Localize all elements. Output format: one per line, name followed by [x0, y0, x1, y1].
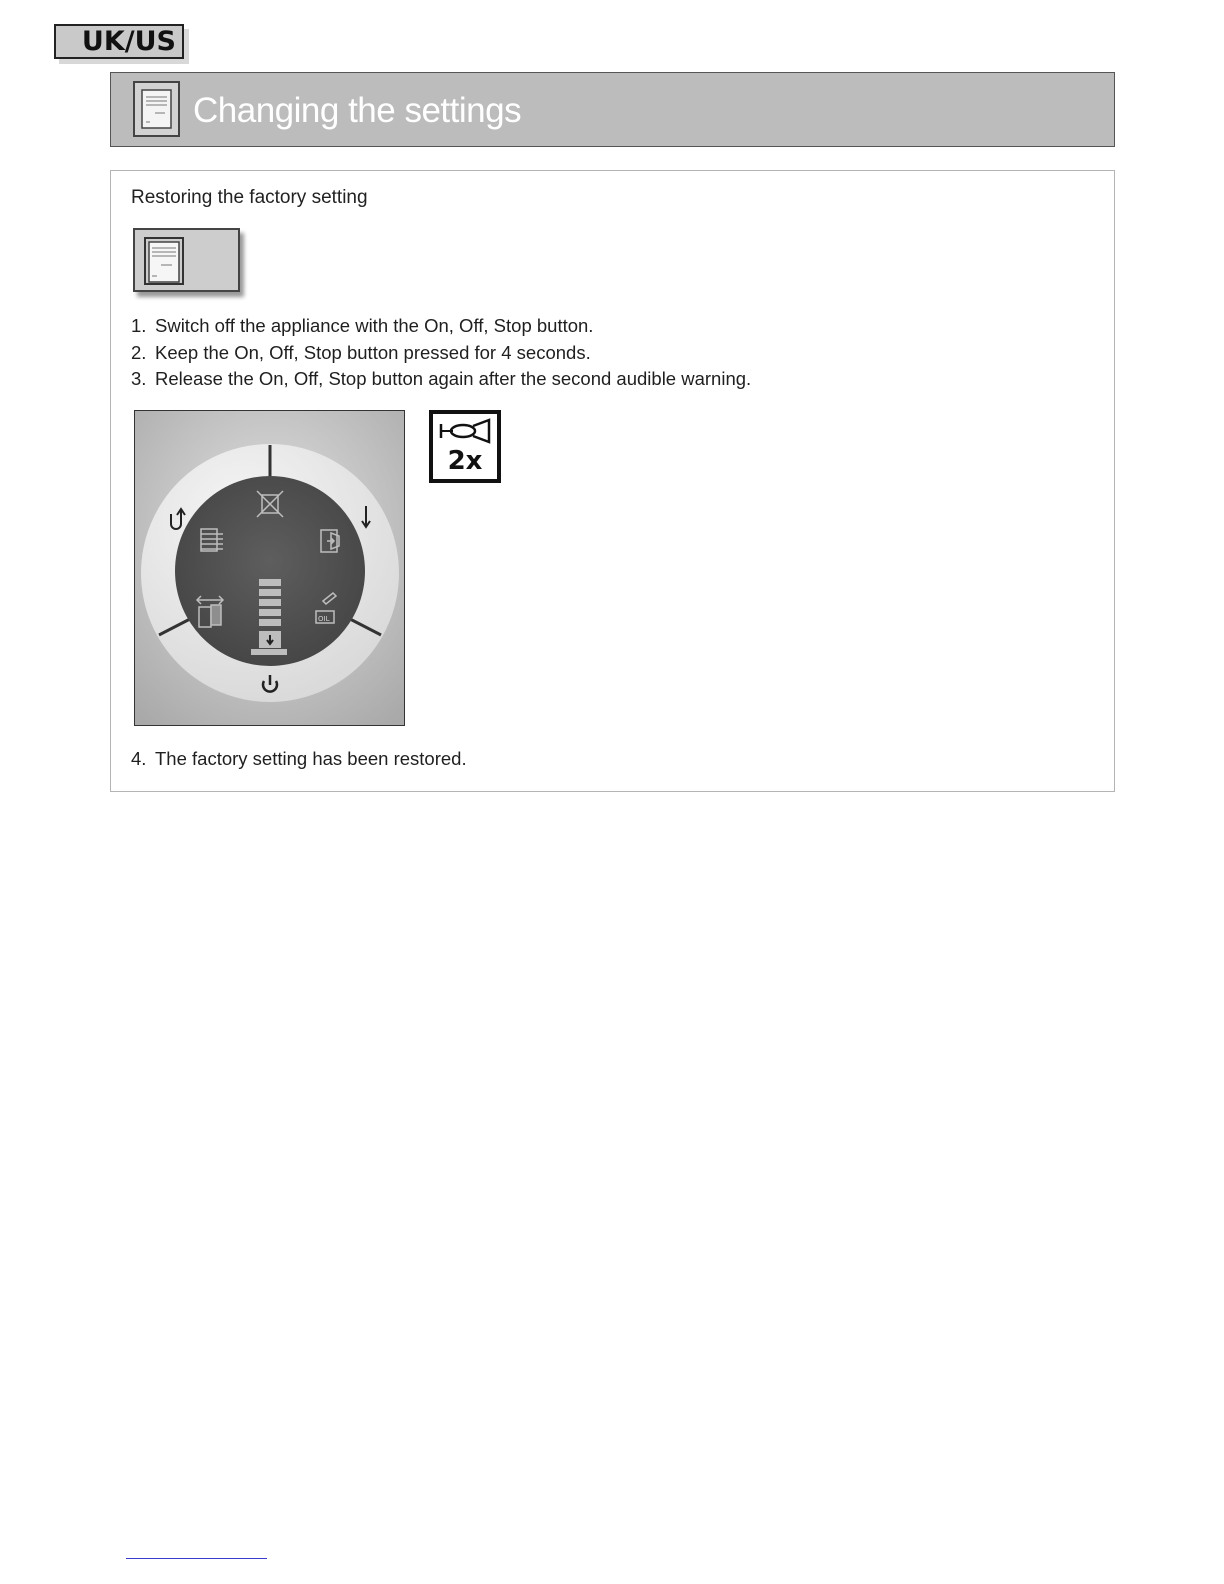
page-title: Changing the settings [193, 91, 522, 130]
control-panel-image [134, 410, 405, 726]
step-item: 1. Switch off the appliance with the On, Off, Stop button. [131, 315, 594, 336]
steps-list [131, 313, 751, 393]
svg-text:OIL: OIL [318, 615, 330, 623]
step-item: 3. Release the On, Off, Stop button again after the second audible warning. [131, 368, 752, 389]
settings-button[interactable] [133, 228, 240, 292]
settings-document-icon [133, 81, 180, 137]
section-title: Restoring the factory setting [131, 187, 368, 208]
final-step: 4. The factory setting has been restored. [131, 748, 467, 769]
step-item: 2. Keep the On, Off, Stop button pressed for 4 seconds. [131, 341, 591, 363]
content-box [110, 170, 1115, 792]
region-tag: UK/US [54, 24, 184, 59]
horn-icon [429, 410, 501, 483]
section-header [110, 72, 1115, 147]
signal-count: 2x [447, 446, 483, 476]
footer-rule [126, 1558, 267, 1559]
